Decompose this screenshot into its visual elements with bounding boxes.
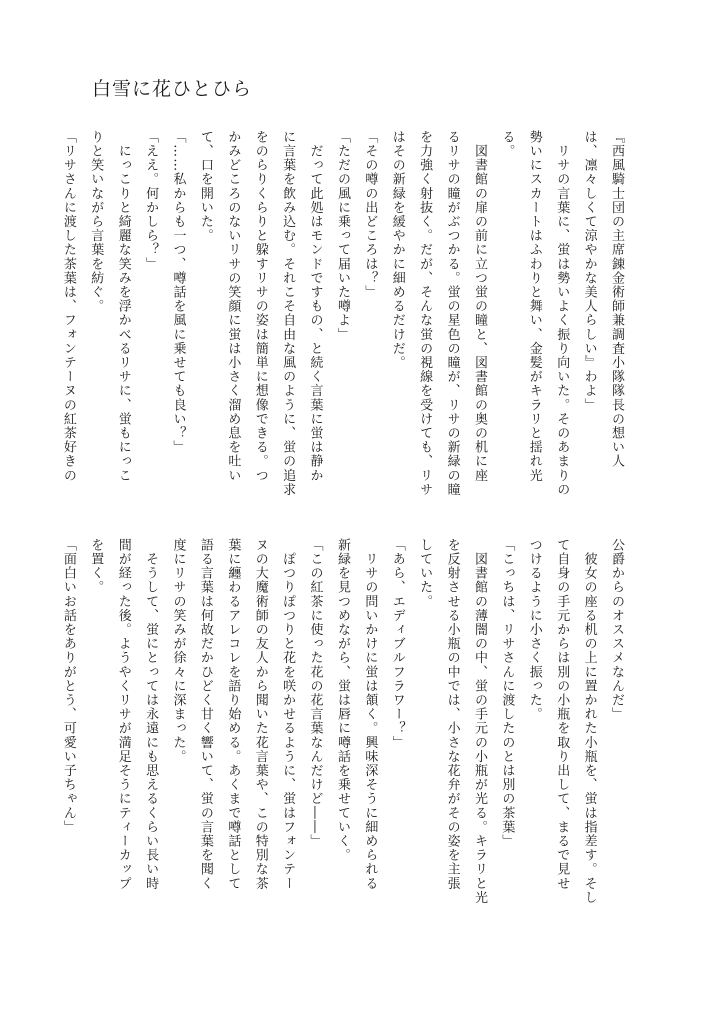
text-line: だって此処はモンドですもの、と続く言葉に蛍は静か xyxy=(307,130,323,483)
text-line: 「この紅茶に使った花の花言葉なんだけど――」 xyxy=(307,538,323,849)
text-line: をのらりくらりと躱すリサの姿は簡単に想像できる。つ xyxy=(252,130,268,483)
text-line: て、口を開いた。 xyxy=(197,130,213,243)
text-line: にっこりと綺麗な笑みを浮かべるリサに、蛍もにっこ xyxy=(115,130,131,483)
text-line: 「その噂の出どころは？」 xyxy=(362,130,378,300)
text-line: て自身の手元からは別の小瓶を取り出して、まるで見せ xyxy=(554,538,570,891)
text-line: を置く。 xyxy=(88,538,104,595)
text-line: 度にリサの笑みが徐々に深まった。 xyxy=(170,538,186,764)
text-line: 図書館の扉の前に立つ蛍の瞳と、図書館の奥の机に座 xyxy=(471,130,487,483)
text-line: 新緑を見つめながら、蛍は唇に噂話を乗せていく。 xyxy=(334,538,350,863)
text-line: かみどころのないリサの笑顔に蛍は小さく溜め息を吐い xyxy=(225,130,241,483)
text-line: していた。 xyxy=(417,538,433,609)
text-line: 葉に纏わるアレコレを語り始める。あくまで噂話として xyxy=(225,538,241,891)
text-line: りと笑いながら言葉を紡ぐ。 xyxy=(88,130,104,314)
text-line: ぽつりぽつりと花を咲かせるように、蛍はフォンテー xyxy=(280,538,296,891)
text-line: 彼女の座る机の上に置かれた小瓶を、蛍は指差す。そし xyxy=(581,538,597,905)
text-line: リサの言葉に、蛍は勢いよく振り向いた。そのあまりの xyxy=(554,130,570,497)
text-line: 「リサさんに渡した茶葉は、フォンテーヌの紅茶好きの xyxy=(60,130,76,483)
text-line: る。 xyxy=(499,130,515,159)
text-line: は、凛々しくて涼やかな美人らしい』わよ」 xyxy=(581,130,597,412)
text-line: 公爵からのオススメなんだ」 xyxy=(609,538,624,722)
page-title: 白雪に花ひとひら xyxy=(92,78,253,100)
text-line: 「ただの風に乗って届いた噂よ」 xyxy=(334,130,350,342)
text-line: 「こっちは、リサさんに渡したのとは別の茶葉」 xyxy=(499,538,515,849)
text-block-bottom xyxy=(60,538,630,914)
text-line: つけるように小さく振った。 xyxy=(526,538,542,722)
text-line: 「……私からも一つ、噂話を風に乗せても良い？」 xyxy=(170,130,186,455)
text-line: 間が経った後。ようやくリサが満足そうにティーカップ xyxy=(115,538,131,891)
text-block-top xyxy=(60,130,630,506)
text-line: を反射させる小瓶の中では、小さな花弁がその姿を主張 xyxy=(444,538,460,891)
text-line: 語る言葉は何故だかひどく甘く響いて、蛍の言葉を聞く xyxy=(197,538,213,891)
text-line: リサの問いかけに蛍は頷く。興味深そうに細められる xyxy=(362,538,378,891)
text-line: 「ええ。何かしら？」 xyxy=(143,130,159,271)
text-line: 勢いにスカートはふわりと舞い、金髪がキラリと揺れ光 xyxy=(526,130,542,483)
text-line: るリサの瞳がぶつかる。蛍の星色の瞳が、リサの新緑の瞳 xyxy=(444,130,460,497)
text-line: そうして、蛍にとっては永遠にも思えるくらい長い時 xyxy=(143,538,159,891)
text-line: ヌの大魔術師の友人から聞いた花言葉や、この特別な茶 xyxy=(252,538,268,891)
text-line: 図書館の薄闇の中、蛍の手元の小瓶が光る。キラリと光 xyxy=(471,538,487,905)
text-line: に言葉を飲み込む。それこそ自由な風のように、蛍の追求 xyxy=(280,130,296,497)
text-line: 「あら、エディブルフラワー？」 xyxy=(389,538,405,750)
text-line: はその新緑を緩やかに細めるだけだ。 xyxy=(389,130,405,370)
text-line: を力強く射抜く。だが、そんな蛍の視線を受けても、リサ xyxy=(417,130,433,497)
text-line: 『西風騎士団の主席錬金術師兼調査小隊隊長の想い人 xyxy=(609,130,624,469)
text-line: 「面白いお話をありがとう、可愛い子ちゃん」 xyxy=(60,538,76,835)
